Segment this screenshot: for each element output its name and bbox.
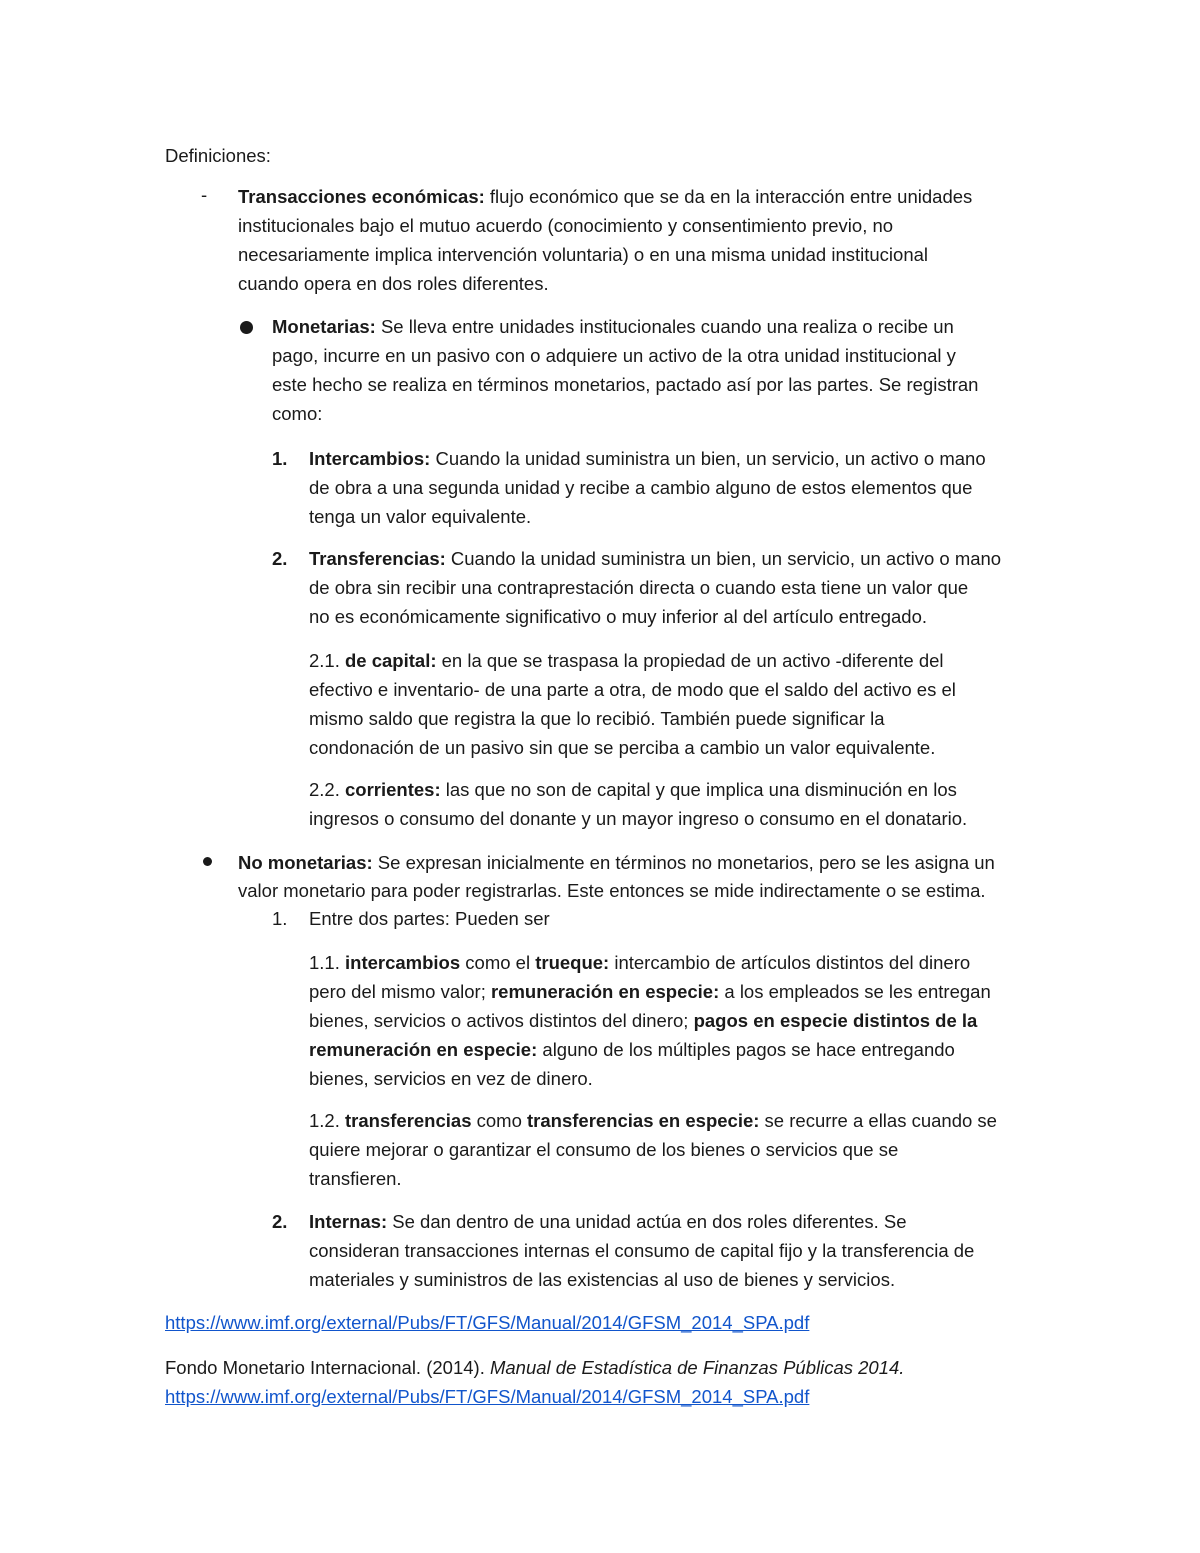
corrientes-line-2: ingresos o consumo del donante y un mayor ingreso o consumo en el donatario. [309,808,968,829]
capital-line-1 [309,648,944,674]
corrientes-text: las que no son de capital y que implica una disminución en los [440,779,957,800]
bullet-icon [203,857,212,866]
nm-intercambios-line-2: pero del mismo valor; remuneración en especie: a los empleados se les entregan [309,981,991,1002]
nm-intercambios-line-4: remuneración en especie: alguno de los múltiples pagos se hace entregando [309,1039,955,1060]
monetarias-line-1 [272,314,954,340]
transacciones-term: Transacciones económicas: [238,186,485,207]
capital-line-2: efectivo e inventario- de una parte a otra, de modo que el saldo del activo es el [309,679,956,700]
intercambios-text: Cuando la unidad suministra un bien, un servicio, un activo o mano [430,448,986,469]
nm-transferencias-line-3: transfieren. [309,1168,402,1189]
intercambios-line-2: de obra a una segunda unidad y recibe a cambio alguno de estos elementos que [309,477,973,498]
transacciones-line-1 [238,184,972,210]
corrientes-line-1 [309,777,957,803]
transferencias-text: Cuando la unidad suministra un bien, un servicio, un activo o mano [445,548,1002,569]
capital-text: en la que se traspasa la propiedad de un activo -diferente del [436,650,944,671]
list-number: 2. [272,548,288,569]
reference-line-1 [165,1355,904,1381]
capital-line-4: condonación de un pasivo sin que se perciba a cambio un valor equivalente. [309,737,936,758]
internas-line-1 [309,1209,907,1235]
no-monetarias-line-1 [238,850,995,876]
reference-link[interactable]: https://www.imf.org/external/Pubs/FT/GFS/Manual/2014/GFSM_2014_SPA.pdf [165,1386,810,1407]
dash-bullet: - [201,184,208,205]
corrientes-term: corrientes: [345,779,441,800]
reference-author: Fondo Monetario Internacional. (2014). [165,1357,490,1378]
transacciones-text: flujo económico que se da en la interacción entre unidades [484,186,973,207]
monetarias-text: Se lleva entre unidades institucionales cuando una realiza o recibe un [375,316,954,337]
list-number: 1. [272,448,288,469]
transferencias-line-1 [309,546,1001,572]
no-monetarias-text: Se expresan inicialmente en términos no monetarios, pero se les asigna un [372,852,995,873]
intercambios-line-1 [309,446,986,472]
capital-number: 2.1. [309,650,340,671]
transferencias-line-2: de obra sin recibir una contraprestación directa o cuando esta tiene un valor que [309,577,969,598]
transacciones-line-3: necesariamente implica intervención voluntaria) o en una misma unidad institucional [238,244,929,265]
no-monetarias-line-2: valor monetario para poder registrarlas. Este entonces se mide indirectamente o se estima. [238,880,986,901]
internas-term: Internas: [309,1211,388,1232]
monetarias-line-2: pago, incurre en un pasivo con o adquiere un activo de la otra unidad institucional y [272,345,956,366]
transacciones-line-4: cuando opera en dos roles diferentes. [238,273,549,294]
nm-intercambios-line-5: bienes, servicios en vez de dinero. [309,1068,593,1089]
corrientes-number: 2.2. [309,779,340,800]
nm-transferencias-line-2: quiere mejorar o garantizar el consumo de los bienes o servicios que se [309,1139,899,1160]
list-number: 2. [272,1211,288,1232]
no-monetarias-term: No monetarias: [238,852,373,873]
list-number: 1. [272,908,288,929]
transferencias-line-3: no es económicamente significativo o muy inferior al del artículo entregado. [309,606,928,627]
entre-dos-partes: Entre dos partes: Pueden ser [309,908,550,929]
nm-intercambios-line-3: bienes, servicios o activos distintos del dinero; pagos en especie distintos de la [309,1010,978,1031]
monetarias-line-3: este hecho se realiza en términos monetarios, pactado así por las partes. Se registran [272,374,979,395]
monetarias-line-4: como: [272,403,323,424]
internas-text: Se dan dentro de una unidad actúa en dos roles diferentes. Se [387,1211,907,1232]
transferencias-term: Transferencias: [309,548,446,569]
reference-line-2 [165,1384,809,1410]
nm-intercambios-line-1: 1.1. intercambios como el trueque: intercambio de artículos distintos del dinero [309,952,971,973]
nm-transferencias-line-1: 1.2. transferencias como transferencias en especie: se recurre a ellas cuando se [309,1110,997,1131]
capital-line-3: mismo saldo que registra la que lo recibió. También puede significar la [309,708,885,729]
intercambios-line-3: tenga un valor equivalente. [309,506,532,527]
intercambios-term: Intercambios: [309,448,431,469]
internas-line-2: consideran transacciones internas el consumo de capital fijo y la transferencia de [309,1240,975,1261]
monetarias-term: Monetarias: [272,316,376,337]
transacciones-line-2: institucionales bajo el mutuo acuerdo (conocimiento y consentimiento previo, no [238,215,894,236]
heading: Definiciones: [165,145,271,166]
capital-term: de capital: [345,650,437,671]
link-line [165,1310,809,1336]
internas-line-3: materiales y suministros de las existencias al uso de bienes y servicios. [309,1269,896,1290]
bullet-icon [240,321,253,334]
reference-title: Manual de Estadística de Finanzas Públicas 2014. [489,1357,905,1378]
source-link[interactable]: https://www.imf.org/external/Pubs/FT/GFS/Manual/2014/GFSM_2014_SPA.pdf [165,1312,810,1333]
